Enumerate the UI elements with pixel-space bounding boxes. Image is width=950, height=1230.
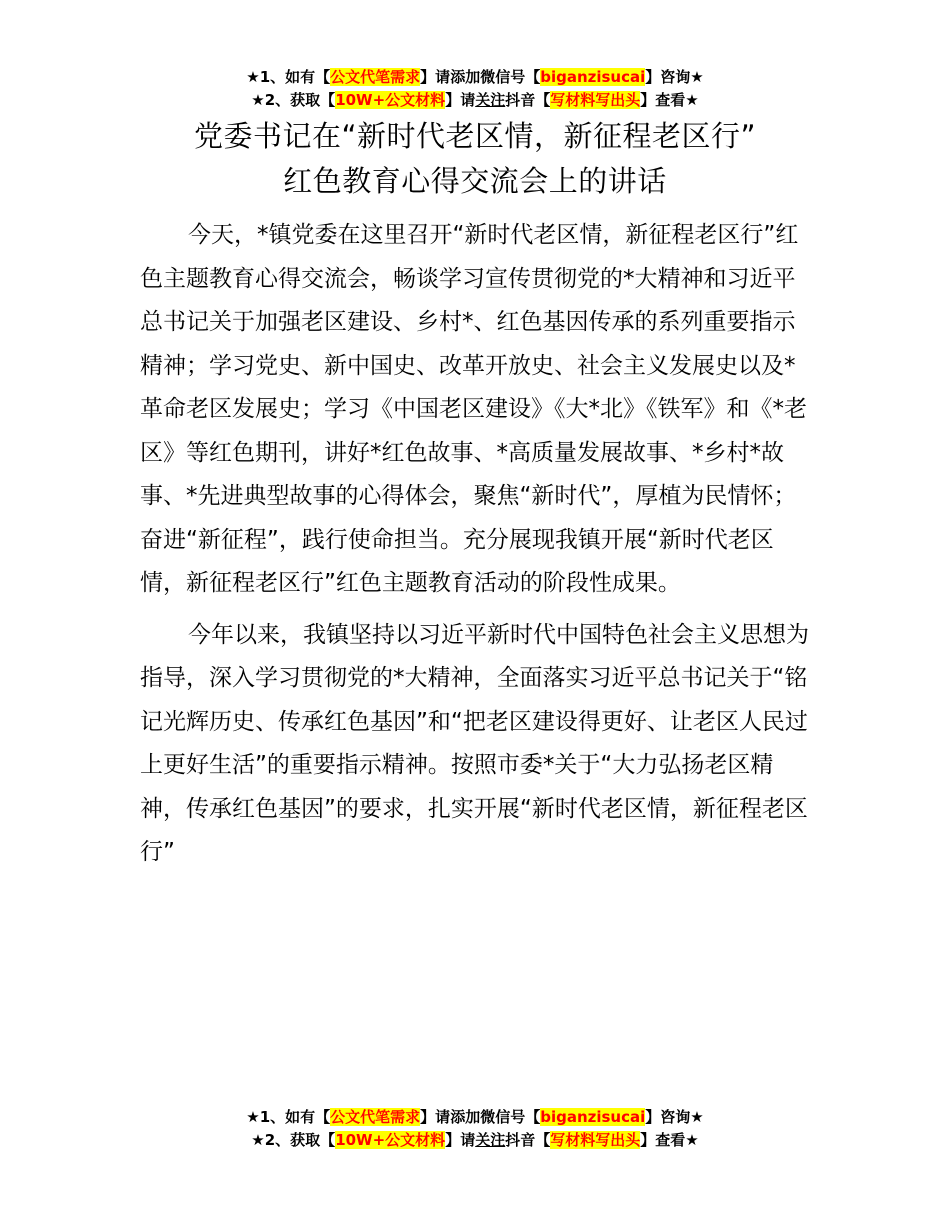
header-banner [0, 66, 950, 112]
banner-line-2 [0, 1129, 950, 1152]
footer-banner [0, 1106, 950, 1152]
banner-text: 】查看★ [640, 91, 699, 109]
highlight-douyin: 写材料写出头 [550, 91, 641, 109]
highlight-materials: 10W+公文材料 [335, 1131, 446, 1149]
banner-line-2 [0, 89, 950, 112]
banner-line-1 [0, 1106, 950, 1129]
banner-text-emphasis: 添加 [450, 1108, 481, 1126]
banner-text-underlined: 关注 [475, 1131, 506, 1149]
highlight-service: 公文代笔需求 [330, 1108, 421, 1126]
banner-text: 】查看★ [640, 1131, 699, 1149]
document-body [140, 214, 815, 882]
highlight-wechat-id: biganzisucai [540, 68, 646, 86]
banner-line-1 [0, 66, 950, 89]
highlight-materials: 10W+公文材料 [335, 91, 446, 109]
banner-text: ★2、获取【 [251, 91, 336, 109]
document-title [0, 114, 950, 204]
title-line-1: 党委书记在“新时代老区情，新征程老区行” [193, 119, 757, 153]
banner-text: 】请 [420, 68, 451, 86]
banner-text-underlined: 关注 [475, 91, 506, 109]
banner-text: ★1、如有【 [246, 68, 331, 86]
title-line-2: 红色教育心得交流会上的讲话 [283, 164, 667, 198]
banner-text-emphasis: 添加 [450, 68, 481, 86]
body-paragraph-1: 今天，*镇党委在这里召开“新时代老区情，新征程老区行”红色主题教育心得交流会，畅谈学习宣传贯彻党的*大精神和习近平总书记关于加强老区建设、乡村*、红色基因传承的系列重要指示精神；学习党史、新中国史、改革开放史、社会主义发展史以及*革命老区发展史；学习《中国老区建设》《大*北》《铁军》和《*老区》等红色期刊，讲好*红色故事、*高质量发展故事、*乡村*故事、*先进典型故事的心得体会，聚焦“新时代”，厚植为民情怀；奋进“新征程”，践行使命担当。充分展现我镇开展“新时代老区情，新征程老区行”红色主题教育活动的阶段性成果。 [140, 222, 807, 596]
banner-text: ★2、获取【 [251, 1131, 336, 1149]
banner-text: 】咨询★ [645, 1108, 704, 1126]
banner-text: 抖音【 [505, 1131, 551, 1149]
banner-text: 抖音【 [505, 91, 551, 109]
highlight-service: 公文代笔需求 [330, 68, 421, 86]
banner-text: ★1、如有【 [246, 1108, 331, 1126]
body-paragraph-2: 今年以来，我镇坚持以习近平新时代中国特色社会主义思想为指导，深入学习贯彻党的*大精神，全面落实习近平总书记关于“铭记光辉历史、传承红色基因”和“把老区建设得更好、让老区人民过上更好生活”的重要指示精神。按照市委*关于“大力弘扬老区精神，传承红色基因”的要求，扎实开展“新时代老区情，新征程老区行” [140, 621, 809, 865]
banner-text: 】请 [445, 1131, 476, 1149]
highlight-douyin: 写材料写出头 [550, 1131, 641, 1149]
banner-text: 微信号【 [480, 1108, 541, 1126]
banner-text: 】请 [445, 91, 476, 109]
banner-text: 】咨询★ [645, 68, 704, 86]
banner-text: 】请 [420, 1108, 451, 1126]
banner-text: 微信号【 [480, 68, 541, 86]
highlight-wechat-id: biganzisucai [540, 1108, 646, 1126]
